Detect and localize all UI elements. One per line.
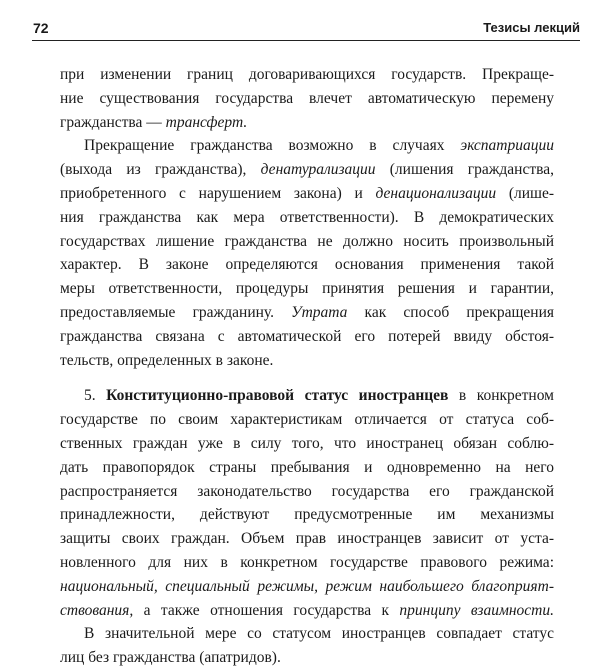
text-line: [60, 182, 554, 206]
text-run: предоставляемые гражданину.: [60, 303, 292, 321]
text-line: ния гражданства как мера ответственности). В демократических: [60, 208, 554, 226]
text-line: защиты своих граждан. Объем прав иностранцев зависит от уста-: [60, 530, 554, 548]
text-run: а также отношения государства к: [133, 601, 400, 619]
term-loss: Утрата: [291, 303, 348, 321]
text-line: [60, 111, 554, 135]
paragraph-foreigners: [60, 384, 554, 622]
text-line: [60, 158, 554, 182]
text-line: государстве по своим характеристикам отличается от статуса соб-: [60, 411, 554, 429]
running-title: Тезисы лекций: [483, 20, 580, 35]
text-run: (лише-: [496, 184, 554, 202]
text-line: тельств, определенных в законе.: [60, 351, 274, 369]
text-line: [60, 384, 554, 408]
text-line: ние существования государства влечет автоматическую перемену: [60, 89, 554, 107]
text-run: в конкретном: [448, 387, 554, 405]
paragraph-transfer: [60, 63, 554, 134]
text-line: [60, 599, 554, 623]
page-body: [60, 63, 554, 670]
text-line: [60, 134, 554, 158]
text-line: принадлежности, действуют предусмотренные им механизмы: [60, 506, 554, 524]
text-line: новленного для них в конкретном государстве правового режима:: [60, 553, 554, 571]
text-line: при изменении границ договаривающихся государств. Прекраще-: [60, 66, 554, 83]
term-transfer: трансферт.: [165, 113, 248, 131]
text-line: меры ответственности, процедуры принятия решения и гарантии,: [60, 280, 554, 298]
term-regimes: национальный, специальный режимы, режим наибольшего благоприят-: [60, 577, 554, 595]
text-line: распространяется законодательство государства его гражданской: [60, 482, 554, 500]
text-run: приобретенного с нарушением закона) и: [60, 184, 376, 202]
text-line: дать правопорядок страны пребывания и одновременно на него: [60, 458, 554, 476]
term-denationalization: денационализации: [375, 184, 497, 202]
text-line: гражданства связана с автоматической его потерей ввиду обстоя-: [60, 327, 554, 345]
term-reciprocity: принципу взаимности.: [399, 601, 554, 619]
term-regimes-end: ствования,: [60, 601, 134, 619]
text-line: [60, 301, 554, 325]
term-denaturalization: денатурализации: [260, 161, 376, 179]
text-run: гражданства —: [60, 113, 166, 131]
text-line: государствах лишение гражданства не должно носить произвольный: [60, 232, 554, 250]
term-expatriation: экспатриации: [460, 137, 554, 155]
text-run: как способ прекращения: [347, 303, 554, 321]
text-line: В значительной мере со статусом иностранцев совпадает статус: [84, 625, 554, 643]
text-line: ственных граждан уже в силу того, что иностранец обязан соблю-: [60, 434, 554, 452]
section-number: 5.: [84, 387, 107, 405]
paragraph-stateless: [60, 622, 554, 670]
text-run: (лишения гражданства,: [375, 161, 554, 179]
paragraph-termination: [60, 134, 554, 372]
text-line: характер. В законе определяются основания применения такой: [60, 256, 554, 274]
page-header: [32, 16, 580, 41]
page-number: 72: [33, 20, 49, 36]
text-line: [60, 575, 554, 599]
text-line: лиц без гражданства (апатридов).: [60, 649, 281, 667]
text-run: Прекращение гражданства возможно в случаях: [84, 137, 461, 155]
text-run: (выхода из гражданства),: [60, 161, 261, 179]
section-heading: Конституционно-правовой статус иностранцев: [106, 387, 449, 405]
